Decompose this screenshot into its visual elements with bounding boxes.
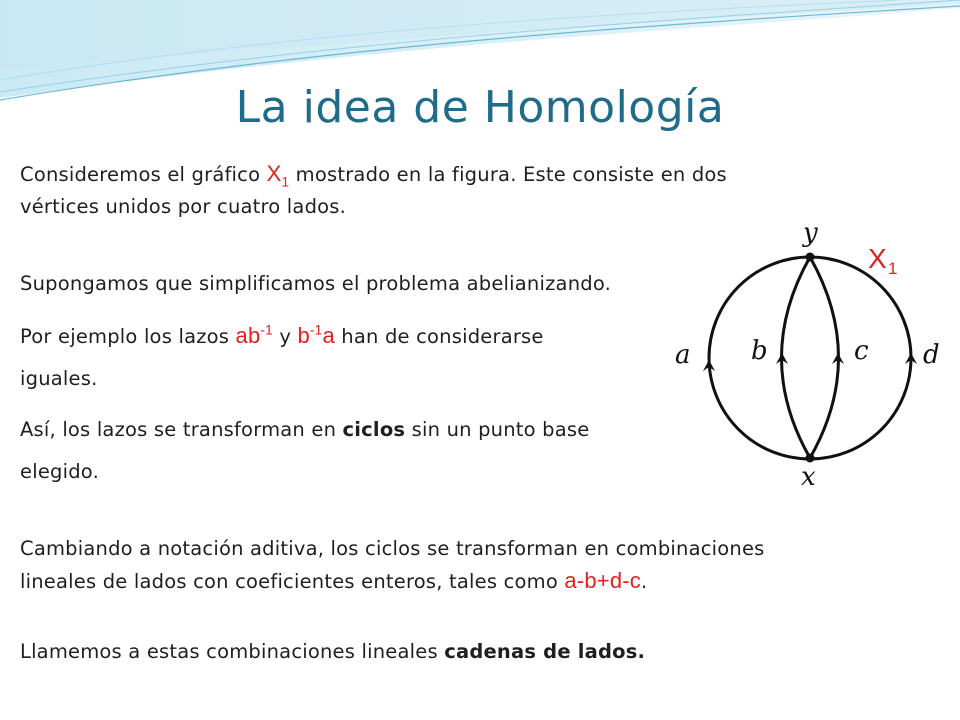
- paragraph-additive-notation: [20, 533, 765, 598]
- loops-text-mid: y: [272, 325, 298, 348]
- graph-name-label: X: [868, 243, 887, 274]
- vertex-label-x: x: [801, 462, 816, 492]
- page-title: La idea de Homología: [235, 82, 725, 133]
- graph-outer-circle: [709, 257, 911, 459]
- graph-symbol-letter: X: [266, 161, 282, 186]
- graph-figure: [663, 213, 960, 495]
- intro-text-line2: vértices unidos por cuatro lados.: [20, 195, 347, 218]
- cycles-text-line2: elegido.: [20, 460, 99, 483]
- loops-text-pre: Por ejemplo los lazos: [20, 325, 236, 348]
- loops-text-line2: iguales.: [20, 367, 98, 390]
- intro-text-post: mostrado en la figura. Este consiste en dos: [289, 163, 727, 186]
- vertex-y: [806, 253, 815, 262]
- intro-text-pre: Consideremos el gráfico: [20, 163, 267, 186]
- graph-edge-c-curve: [810, 257, 839, 458]
- edge-label-a: a: [675, 340, 691, 370]
- edge-label-c: c: [854, 336, 869, 366]
- loop2-exponent: -1: [309, 322, 323, 338]
- loop2-tail: a: [322, 323, 335, 348]
- loop-expression-1: [236, 323, 273, 348]
- graph-diagram: [663, 213, 960, 495]
- edge-label-d: d: [923, 340, 940, 370]
- graph-name-subscript: 1: [888, 259, 898, 278]
- additive-text-line2-post: .: [640, 570, 648, 593]
- graph-symbol: [266, 161, 290, 190]
- chain-expression: a-b+d-c: [564, 568, 641, 593]
- additive-text-line2-pre: lineales de lados con coeficientes enteros, tales como: [20, 570, 565, 593]
- paragraph-edge-chains: [20, 636, 645, 668]
- cycles-text-pre: Así, los lazos se transforman en: [20, 418, 343, 441]
- cycles-text-post: sin un punto base: [405, 418, 590, 441]
- cycles-bold-term: ciclos: [342, 418, 406, 441]
- paragraph-abelianize: Supongamos que simplificamos el problema abelianizando.: [20, 272, 612, 295]
- chains-bold-term: cadenas de lados.: [444, 640, 646, 663]
- edge-label-b: b: [751, 336, 768, 366]
- loop-expression-2: [297, 323, 334, 348]
- paragraph-graph-intro: [20, 158, 727, 223]
- paragraph-cycles: [20, 414, 589, 488]
- additive-text-line1: Cambiando a notación aditiva, los ciclos se transforman en combinaciones: [20, 537, 765, 560]
- loop1-exponent: -1: [260, 322, 273, 338]
- paragraph-loops-example: [20, 320, 544, 395]
- graph-symbol-subscript: 1: [281, 174, 290, 190]
- loop1-base: ab: [235, 323, 261, 348]
- vertex-label-y: y: [803, 218, 818, 248]
- loop2-base: b: [297, 323, 310, 348]
- loops-text-post: han de considerarse: [334, 325, 544, 348]
- chains-text-pre: Llamemos a estas combinaciones lineales: [20, 640, 445, 663]
- graph-edge-b-curve: [782, 257, 811, 458]
